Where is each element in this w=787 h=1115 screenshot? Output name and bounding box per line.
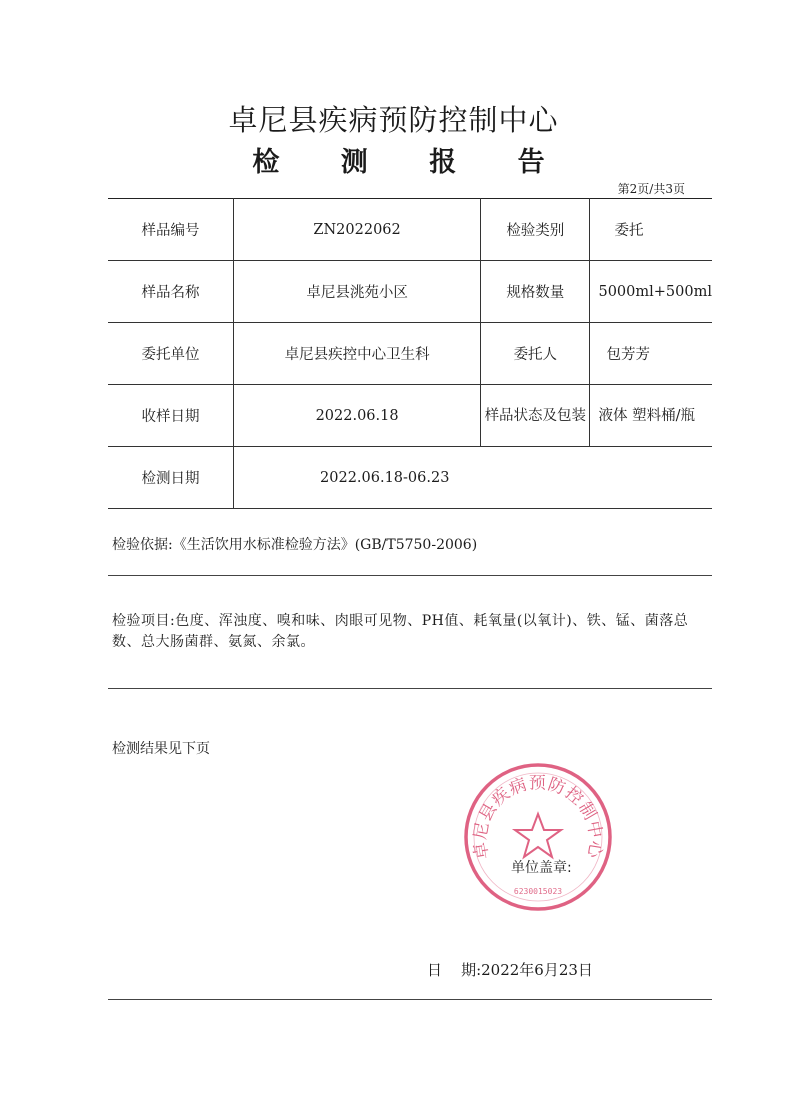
sample-state-label: 样品状态及包装 (481, 385, 590, 447)
table-row (108, 199, 712, 261)
test-basis: 检验依据:《生活饮用水标准检验方法》(GB/T5750-2006) (112, 537, 478, 553)
table-row (108, 385, 712, 447)
test-category-label: 检验类别 (481, 199, 590, 261)
stamp-text: 卓尼县疾病预防控制中心 (470, 773, 606, 861)
sample-state-value: 液体 塑料桶/瓶 (590, 385, 712, 447)
page-indicator: 第2页/共3页 (617, 182, 685, 196)
divider (108, 999, 712, 1000)
test-date-label: 检测日期 (108, 447, 234, 509)
test-items: 检验项目:色度、浑浊度、嗅和味、肉眼可见物、PH值、耗氧量(以氧计)、铁、锰、菌落总数、总大肠菌群、氨氮、余氯。 (112, 613, 689, 650)
sample-name-value: 卓尼县洮苑小区 (234, 261, 481, 323)
divider (108, 575, 712, 576)
stamp-code: 6230015023 (513, 887, 563, 896)
client-label: 委托单位 (108, 323, 234, 385)
client-value: 卓尼县疾控中心卫生科 (234, 323, 481, 385)
table-row (108, 447, 712, 509)
seal-label: 单位盖章: (511, 860, 572, 876)
organization-title: 卓尼县疾病预防控制中心 (228, 103, 559, 137)
table-row (108, 323, 712, 385)
spec-quantity-value: 5000ml+500ml (590, 261, 712, 323)
test-date-value: 2022.06.18-06.23 (234, 447, 712, 509)
sample-id-value: ZN2022062 (234, 199, 481, 261)
report-title: 检 测 报 告 (252, 147, 571, 178)
sample-info-table (108, 198, 712, 509)
table-row (108, 261, 712, 323)
result-note: 检测结果见下页 (112, 741, 210, 757)
report-date: 日 期:2022年6月23日 (427, 961, 593, 979)
sample-id-label: 样品编号 (108, 199, 234, 261)
divider (108, 688, 712, 689)
commissioner-label: 委托人 (481, 323, 590, 385)
test-category-value: 委托 (590, 199, 712, 261)
spec-quantity-label: 规格数量 (481, 261, 590, 323)
receipt-date-label: 收样日期 (108, 385, 234, 447)
star-icon (515, 814, 561, 857)
commissioner-value: 包芳芳 (590, 323, 712, 385)
receipt-date-value: 2022.06.18 (234, 385, 481, 447)
official-seal (463, 762, 613, 912)
sample-name-label: 样品名称 (108, 261, 234, 323)
